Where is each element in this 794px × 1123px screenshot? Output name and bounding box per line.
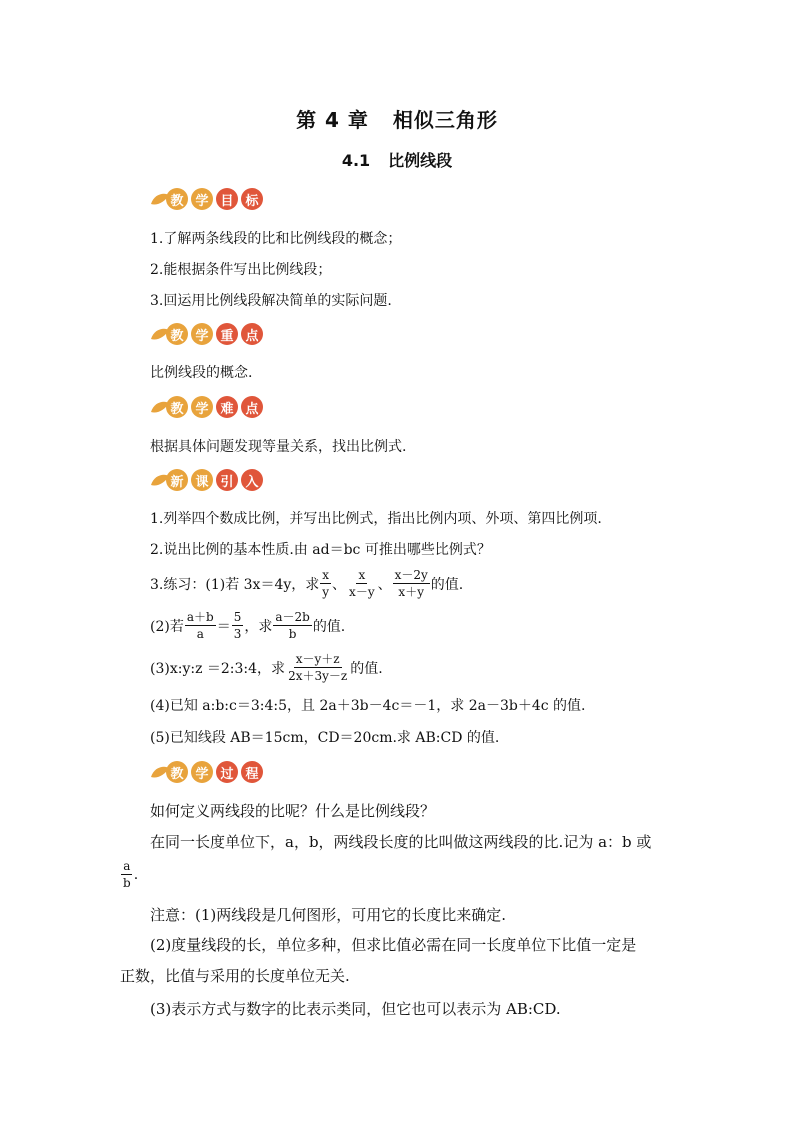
badge-teaching-goals bbox=[150, 186, 266, 212]
q4-suffix: 的值. bbox=[312, 618, 346, 635]
q4-prefix: (2)若 bbox=[150, 618, 184, 635]
key-point-text: 比例线段的概念. bbox=[150, 365, 253, 381]
fraction bbox=[393, 567, 430, 600]
intro-question-3 bbox=[150, 567, 463, 600]
badge-difficulty bbox=[150, 394, 266, 420]
process-note-2-cont: 正数，比值与采用的长度单位无关. bbox=[120, 967, 350, 985]
badge-char: 难 bbox=[216, 396, 238, 418]
intro-question-4 bbox=[150, 609, 345, 642]
badge-new-lesson-intro bbox=[150, 467, 266, 493]
badge-char: 教 bbox=[166, 761, 188, 783]
badge-char: 新 bbox=[166, 469, 188, 491]
section-number: 4.1 bbox=[341, 151, 371, 170]
badge-char: 过 bbox=[216, 761, 238, 783]
q5-prefix: (3)x:y:z ＝2:3:4，求 bbox=[150, 660, 286, 677]
fraction bbox=[286, 651, 349, 684]
chapter-title bbox=[0, 104, 794, 133]
fraction-denominator: b bbox=[123, 876, 131, 890]
fraction-denominator: x＋y bbox=[398, 585, 424, 599]
badge-char: 入 bbox=[241, 469, 263, 491]
badge-char: 教 bbox=[166, 188, 188, 210]
fraction-denominator: y bbox=[322, 585, 330, 599]
badge-char: 教 bbox=[166, 323, 188, 345]
difficulty-text: 根据具体问题发现等量关系，找出比例式. bbox=[150, 439, 407, 455]
chapter-label: 第 4 章 bbox=[296, 108, 369, 132]
badge-key-point bbox=[150, 321, 266, 347]
q4-equals: ＝ bbox=[216, 618, 231, 635]
process-paragraph-1: 如何定义两线段的比呢？什么是比例线段？ bbox=[150, 802, 436, 820]
fraction-numerator: x bbox=[358, 568, 366, 582]
process-paragraph-2-end: . bbox=[133, 866, 139, 883]
fraction-denominator: b bbox=[288, 627, 297, 641]
fraction-denominator: 3 bbox=[233, 627, 242, 641]
fraction-denominator: 2x＋3y－z bbox=[288, 669, 348, 683]
fraction bbox=[273, 609, 311, 642]
badge-char: 点 bbox=[241, 323, 263, 345]
intro-question-1: 1.列举四个数成比例，并写出比例式，指出比例内项、外项、第四比例项. bbox=[150, 511, 602, 527]
intro-question-6: (4)已知 a:b:c＝3:4:5，且 2a＋3b－4c＝－1，求 2a－3b＋4c 的值. bbox=[150, 698, 586, 714]
goal-item: 3.回运用比例线段解决简单的实际问题. bbox=[150, 293, 392, 309]
fraction bbox=[121, 858, 133, 891]
q4-mid: ，求 bbox=[244, 618, 273, 635]
badge-char: 目 bbox=[216, 188, 238, 210]
q3-suffix: 的值. bbox=[430, 576, 464, 593]
fraction bbox=[347, 567, 377, 600]
badge-char: 程 bbox=[241, 761, 263, 783]
q3-separator: 、 bbox=[332, 576, 347, 593]
fraction-numerator: a－2b bbox=[275, 610, 310, 624]
fraction-denominator: x－y bbox=[349, 585, 375, 599]
badge-char: 教 bbox=[166, 396, 188, 418]
q3-prefix: 3.练习：(1)若 3x＝4y，求 bbox=[150, 576, 320, 593]
section-name: 比例线段 bbox=[388, 151, 453, 170]
chapter-name: 相似三角形 bbox=[392, 108, 498, 132]
badge-char: 学 bbox=[191, 761, 213, 783]
fraction bbox=[232, 609, 244, 642]
badge-char: 标 bbox=[241, 188, 263, 210]
fraction-numerator: 5 bbox=[233, 610, 242, 624]
intro-question-7: (5)已知线段 AB＝15cm，CD＝20cm.求 AB:CD 的值. bbox=[150, 730, 500, 746]
fraction-denominator: a bbox=[196, 627, 204, 641]
process-note-2: (2)度量线段的长，单位多种，但求比值必需在同一长度单位下比值一定是 bbox=[150, 936, 637, 954]
badge-char: 学 bbox=[191, 323, 213, 345]
badge-char: 学 bbox=[191, 188, 213, 210]
intro-question-2: 2.说出比例的基本性质.由 ad＝bc 可推出哪些比例式？ bbox=[150, 542, 491, 558]
fraction-numerator: x bbox=[322, 568, 330, 582]
process-paragraph-2: 在同一长度单位下，a，b，两线段长度的比叫做这两线段的比.记为 a：b 或 bbox=[150, 833, 652, 851]
fraction-numerator: x－2y bbox=[394, 568, 428, 582]
badge-char: 点 bbox=[241, 396, 263, 418]
badge-char: 重 bbox=[216, 323, 238, 345]
fraction-numerator: a＋b bbox=[186, 610, 214, 624]
process-note-3: (3)表示方式与数字的比表示类同，但它也可以表示为 AB:CD. bbox=[150, 1000, 561, 1018]
fraction-numerator: a bbox=[123, 859, 131, 873]
process-fraction-line bbox=[120, 858, 138, 891]
badge-char: 课 bbox=[191, 469, 213, 491]
fraction-numerator: x－y＋z bbox=[295, 652, 340, 666]
fraction bbox=[320, 567, 331, 600]
badge-char: 学 bbox=[191, 396, 213, 418]
badge-teaching-process bbox=[150, 759, 266, 785]
goal-item: 1.了解两条线段的比和比例线段的概念； bbox=[150, 231, 402, 247]
q5-suffix: 的值. bbox=[350, 660, 383, 677]
process-note-1: 注意：(1)两线段是几何图形，可用它的长度比来确定. bbox=[150, 906, 507, 924]
q3-separator: 、 bbox=[377, 576, 392, 593]
goal-item: 2.能根据条件写出比例线段； bbox=[150, 262, 332, 278]
intro-question-5 bbox=[150, 651, 383, 684]
fraction bbox=[185, 609, 216, 642]
badge-char: 引 bbox=[216, 469, 238, 491]
section-title bbox=[0, 148, 794, 171]
